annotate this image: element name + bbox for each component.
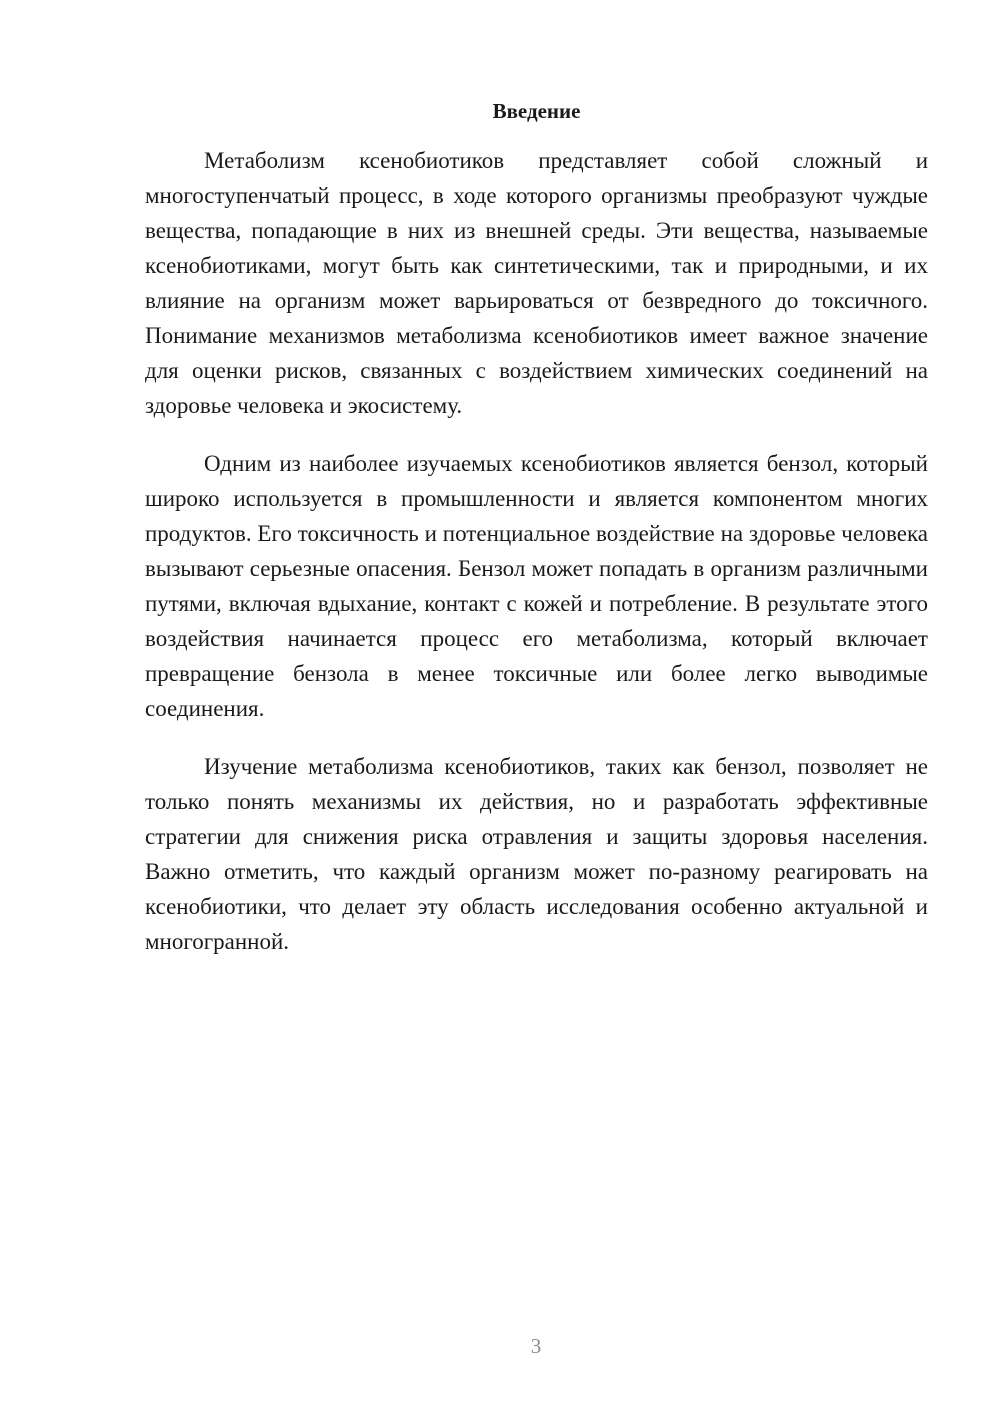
page-number: 3: [530, 1334, 542, 1358]
paragraph-3: Изучение метаболизма ксенобиотиков, таких как бензол, позволяет не только понять механизмы их действия, но и разработать эффективные стратегии для снижения риска отравления и защиты здоровья населения. Важно отметить, что каждый организм может по-разному реагировать на ксенобиотики, что делает эту область исследования особенно актуальной и многогранной.: [145, 754, 928, 954]
paragraph-2: Одним из наиболее изучаемых ксенобиотиков является бензол, который широко используется в промышленности и является компонентом многих продуктов. Его токсичность и потенциальное воздействие на здоровье человека вызывают серьезные опасения. Бензол может попадать в организм различными путями, включая вдыхание, контакт с кожей и потребление. В результате этого воздействия начинается процесс его метаболизма, который включает превращение бензола в менее токсичные или более легко выводимые соединения.: [145, 451, 928, 721]
paragraph-1: Метаболизм ксенобиотиков представляет собой сложный и многоступенчатый процесс, в ходе которого организмы преобразуют чуждые вещества, попадающие в них из внешней среды. Эти вещества, называемые ксенобиотиками, могут быть как синтетическими, так и природными, и их влияние на организм может варьироваться от безвредного до токсичного. Понимание механизмов метаболизма ксенобиотиков имеет важное значение для оценки рисков, связанных с воздействием химических соединений на здоровье человека и экосистему.: [145, 148, 928, 418]
page-title: Введение: [492, 99, 581, 123]
body-text: [145, 143, 928, 982]
